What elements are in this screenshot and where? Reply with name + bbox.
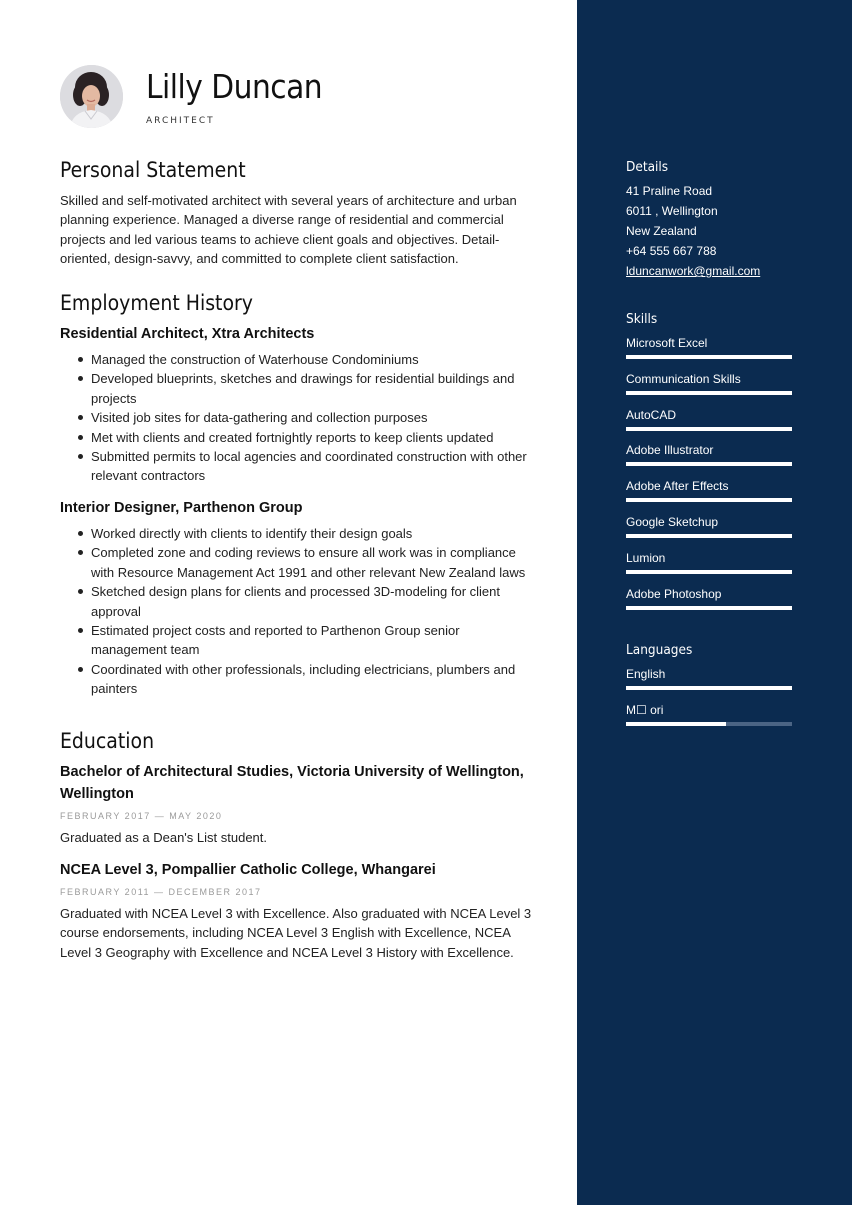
email-link[interactable]: lduncanwork@gmail.com: [626, 264, 761, 278]
languages-heading: Languages: [626, 642, 693, 658]
language-item: [626, 667, 792, 703]
sidebar: [577, 0, 852, 1205]
education-description: Graduated with NCEA Level 3 with Excellence. Also graduated with NCEA Level 3 course endorsements, including NCEA Level 3 English with Excellence, NCEA Level 3 Geography with Excellence and NCEA Level 3 History with Excellence.: [60, 906, 532, 960]
education-heading: Education: [60, 729, 155, 753]
skill-level-fill: [626, 355, 792, 359]
profile-photo: [60, 65, 123, 128]
education-dates: FEBRUARY 2011 — DECEMBER 2017: [60, 887, 262, 897]
language-level-fill: [626, 686, 792, 690]
skill-level-fill: [626, 534, 792, 538]
skills-heading: Skills: [626, 311, 658, 327]
list-item: Worked directly with clients to identify their design goals: [78, 524, 538, 543]
skill-level-bar: [626, 606, 792, 610]
list-item: Visited job sites for data-gathering and collection purposes: [78, 408, 538, 427]
list-item: Submitted permits to local agencies and coordinated construction with other relevant contractors: [78, 447, 538, 486]
phone-number: +64 555 667 788: [626, 244, 717, 258]
skill-level-bar: [626, 570, 792, 574]
personal-statement-text: Skilled and self-motivated architect with several years of architecture and urban planning experience. Managed a diverse range of residential and commercial projects and led various teams to achieve client goals and objectives. Detail-oriented, design-savvy, and committed to complete client satisfaction.: [60, 193, 517, 267]
education-description: Graduated as a Dean's List student.: [60, 830, 267, 845]
list-item: Developed blueprints, sketches and drawings for residential buildings and projects: [78, 369, 538, 408]
skill-item: [626, 372, 792, 408]
job-responsibilities: [78, 524, 538, 699]
details-heading: Details: [626, 159, 669, 175]
skill-label: Adobe Illustrator: [626, 443, 714, 458]
skill-level-fill: [626, 462, 792, 466]
skill-label: Adobe Photoshop: [626, 586, 722, 601]
list-item: Managed the construction of Waterhouse Condominiums: [78, 350, 538, 369]
education-dates: FEBRUARY 2017 — MAY 2020: [60, 811, 223, 821]
list-item: Completed zone and coding reviews to ensure all work was in compliance with Resource Management Act 1991 and other relevant New Zealand laws: [78, 543, 538, 582]
skill-item: [626, 479, 792, 515]
list-item: Sketched design plans for clients and processed 3D-modeling for client approval: [78, 582, 538, 621]
candidate-name: Lilly Duncan: [146, 67, 323, 106]
language-level-bar: [626, 722, 792, 726]
skill-item: [626, 408, 792, 444]
education-title: NCEA Level 3, Pompallier Catholic College, Whangarei: [60, 862, 436, 878]
candidate-job-title: ARCHITECT: [146, 116, 215, 126]
personal-statement-heading: Personal Statement: [60, 158, 246, 182]
address-city: 6011 , Wellington: [626, 204, 718, 218]
language-label: M☐ ori: [626, 702, 664, 717]
skill-item: [626, 336, 792, 372]
skill-level-fill: [626, 391, 792, 395]
skill-item: [626, 443, 792, 479]
list-item: Met with clients and created fortnightly reports to keep clients updated: [78, 428, 538, 447]
skill-label: Adobe After Effects: [626, 479, 729, 494]
skill-level-bar: [626, 534, 792, 538]
skill-level-bar: [626, 391, 792, 395]
skill-level-bar: [626, 355, 792, 359]
employment-history-heading: Employment History: [60, 291, 253, 315]
skill-item: [626, 587, 792, 623]
skill-level-fill: [626, 606, 792, 610]
job-title: Interior Designer, Parthenon Group: [60, 500, 303, 516]
skill-label: Communication Skills: [626, 371, 741, 386]
skill-level-fill: [626, 427, 792, 431]
address-line: 41 Praline Road: [626, 184, 713, 198]
language-level-fill: [626, 722, 726, 726]
job-responsibilities: [78, 350, 538, 486]
skill-level-bar: [626, 498, 792, 502]
skill-label: Microsoft Excel: [626, 336, 708, 350]
address-country: New Zealand: [626, 224, 697, 238]
skill-label: Google Sketchup: [626, 515, 719, 529]
skill-level-bar: [626, 427, 792, 431]
skill-item: [626, 551, 792, 587]
language-level-bar: [626, 686, 792, 690]
skill-item: [626, 515, 792, 551]
skill-level-fill: [626, 498, 792, 502]
language-item: [626, 703, 792, 739]
language-label: English: [626, 667, 666, 681]
list-item: Coordinated with other professionals, including electricians, plumbers and painters: [78, 660, 538, 699]
skill-label: AutoCAD: [626, 407, 677, 422]
skill-level-fill: [626, 570, 792, 574]
skill-label: Lumion: [626, 550, 666, 565]
skill-level-bar: [626, 462, 792, 466]
profile-photo-image: [60, 65, 123, 128]
job-title: Residential Architect, Xtra Architects: [60, 326, 315, 342]
education-title: Bachelor of Architectural Studies, Victoria University of Wellington, Wellington: [60, 764, 524, 802]
list-item: Estimated project costs and reported to Parthenon Group senior management team: [78, 621, 538, 660]
